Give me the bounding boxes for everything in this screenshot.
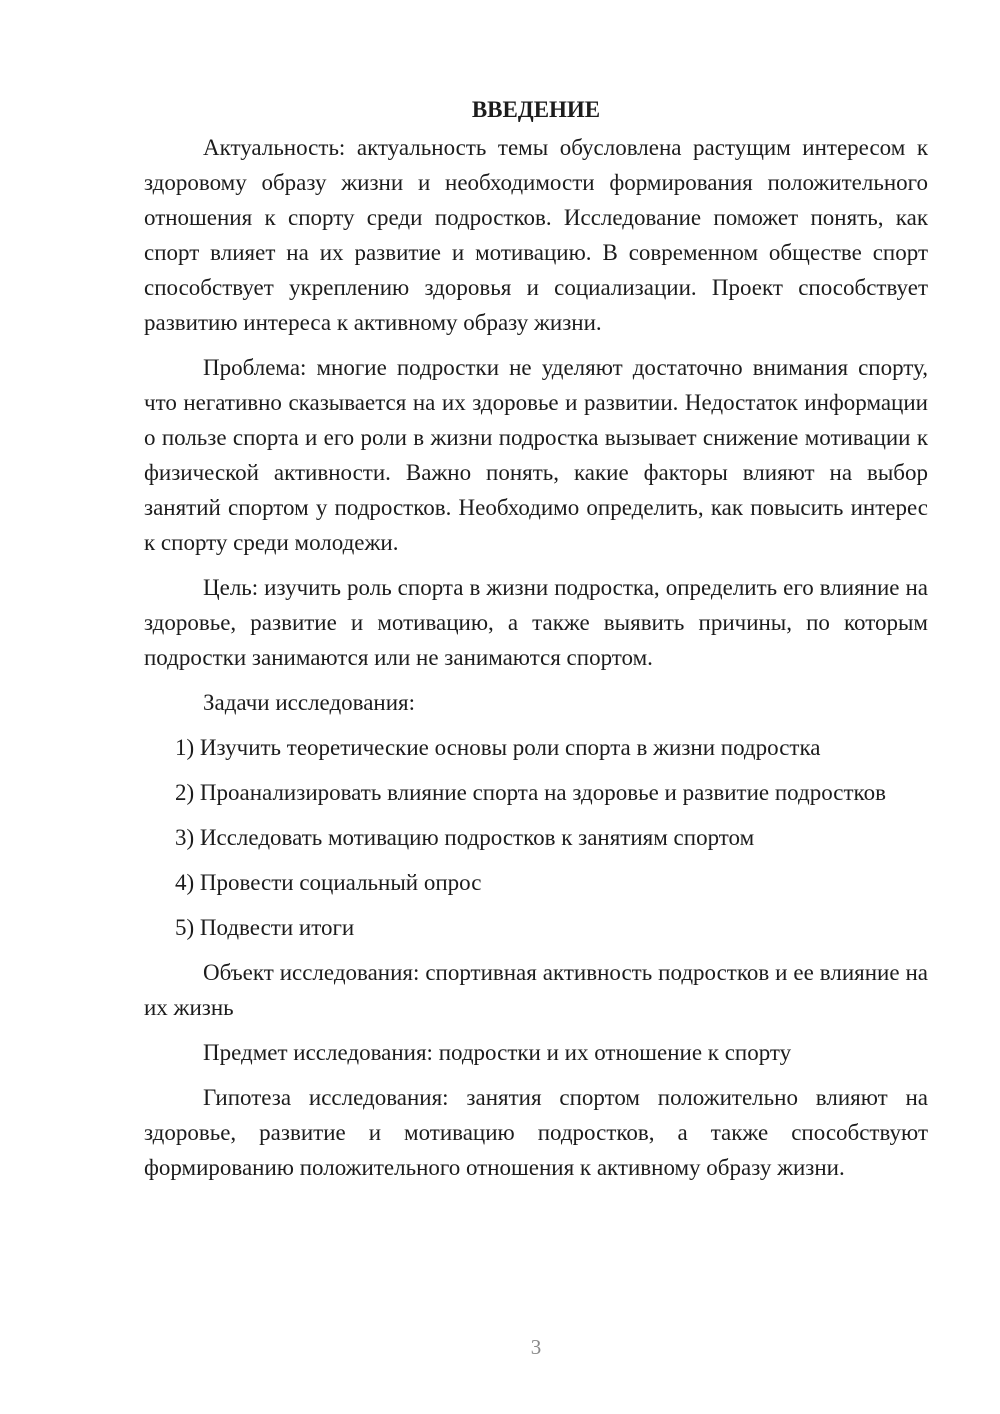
task-item: 3) Исследовать мотивацию подростков к занятиям спортом bbox=[175, 825, 755, 850]
page-content bbox=[144, 92, 928, 1185]
task-item: 2) Проанализировать влияние спорта на здоровье и развитие подростков bbox=[175, 780, 886, 805]
hypothesis-paragraph: Гипотеза исследования: занятия спортом положительно влияют на здоровье, развитие и мотивацию подростков, а также способствуют формированию положительного отношения к активному образу жизни. bbox=[144, 1085, 928, 1180]
task-item: 4) Провести социальный опрос bbox=[175, 870, 482, 895]
section-title: ВВЕДЕНИЕ bbox=[471, 97, 601, 122]
relevance-paragraph: Актуальность: актуальность темы обусловлена растущим интересом к здоровому образу жизни и необходимости формирования положительного отношения к спорту среди подростков. Исследование поможет понять, как спорт влияет на их развитие и мотивацию. В современном обществе спорт способствует укреплению здоровья и социализации. Проект способствует развитию интереса к активному образу жизни. bbox=[144, 135, 928, 335]
task-item: 5) Подвести итоги bbox=[175, 915, 355, 940]
goal-paragraph: Цель: изучить роль спорта в жизни подростка, определить его влияние на здоровье, развитие и мотивацию, а также выявить причины, по которым подростки занимаются или не занимаются спортом. bbox=[144, 575, 928, 670]
subject-paragraph: Предмет исследования: подростки и их отношение к спорту bbox=[203, 1040, 792, 1065]
tasks-heading: Задачи исследования: bbox=[203, 690, 416, 715]
page-number: 3 bbox=[530, 1335, 542, 1359]
tasks-list bbox=[144, 730, 928, 945]
object-paragraph: Объект исследования: спортивная активность подростков и ее влияние на их жизнь bbox=[144, 960, 928, 1020]
task-item: 1) Изучить теоретические основы роли спорта в жизни подростка bbox=[175, 735, 821, 760]
problem-paragraph: Проблема: многие подростки не уделяют достаточно внимания спорту, что негативно сказывается на их здоровье и развитии. Недостаток информации о пользе спорта и его роли в жизни подростка вызывает снижение мотивации к физической активности. Важно понять, какие факторы влияют на выбор занятий спортом у подростков. Необходимо определить, как повысить интерес к спорту среди молодежи. bbox=[144, 355, 928, 555]
